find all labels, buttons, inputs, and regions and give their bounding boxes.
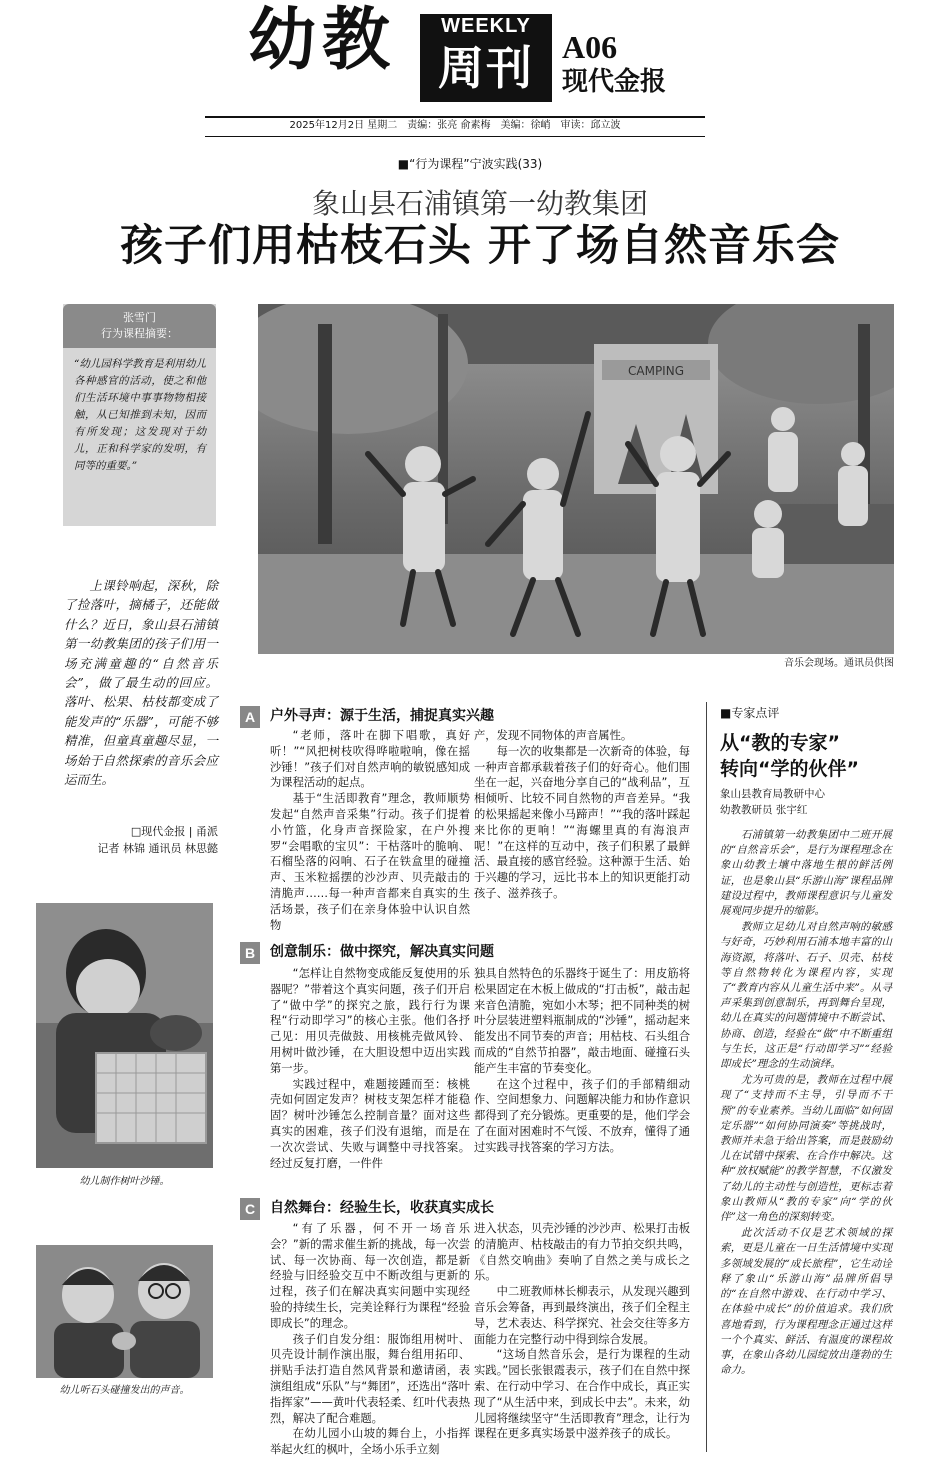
paragraph: “怎样让自然物变成能反复使用的乐器呢？”带着这个真实问题，孩子们开启了“做中学”的探究之旅，践行行为课程“行动即学习”的核心主张。他们各抒己见：用贝壳做鼓、用核桃壳做风铃、用树叶做沙锤，在大胆设想中迈出实践第一步。 [270, 967, 470, 1075]
paragraph: 尤为可贵的是，教师在过程中展现了“支持而不主导，引导而不干预”的专业素养。当幼儿面临“如何固定乐器”“如何协同演奏”等挑战时，教师并未急于给出答案，而是鼓励幼儿在试错中探索、在合作中解决。这种“放权赋能”的教学智慧，不仅激发了幼儿的主动性与创造性，更标志着象山教师从“教的专家”向“学的伙伴”这一角色的深刻转变。 [720, 1074, 892, 1224]
section-a-heading: 户外寻声：源于生活，捕捉真实兴趣 [270, 708, 494, 724]
paragraph: 教师立足幼儿对自然声响的敏感与好奇，巧妙利用石浦本地丰富的山海资源，将落叶、石子、贝壳、枯枝等自然物转化为课程内容，实现了“教育内容从儿童生活中来”。从寻声采集到创意制乐，再到舞台呈现，幼儿在真实的问题情境中不断尝试、协商、创造，经验在“做”中不断重组与生长，这正是“行动即学习”“经验即成长”理念的生动演绎。 [720, 921, 892, 1071]
paragraph: 在这个过程中，孩子们的手部精细动作、空间想象力、问题解决能力和协作意识都得到了充分锻炼。更重要的是，他们学会了在面对困难时不气馁、不放弃，懂得了通过实践寻找答案的学习方法。 [474, 1077, 690, 1154]
section-c-letter: C [240, 1198, 260, 1220]
commentary-author-name: 幼教教研员 张宇红 [720, 804, 808, 816]
paragraph: 独具自然特色的乐器终于诞生了：用皮筋将松果固定在木板上做成的“打击板”，敲击起来音色清脆，宛如小木琴；把不同种类的树叶分层装进塑料瓶制成的“沙锤”，摇动起来能发出不同节奏的声音；用枯枝、石头组合而成的“自然节拍器”，敲击地面、碰撞石头能产生丰富的节奏变化。 [474, 967, 690, 1075]
children-stones-photo [36, 1245, 213, 1378]
section-b-heading: 创意制乐：做中探究，解决真实问题 [270, 944, 494, 960]
commentary-author-org: 象山县教育局教研中心 [720, 788, 825, 800]
concert-photo-illustration [258, 304, 894, 654]
paragraph: “老师，落叶在脚下唱歌，真好听！”“风把树枝吹得哗啦啦响，像在摇沙锤！”孩子们对自然声响的敏锐感知成为课程活动的起点。 [270, 729, 470, 790]
masthead-rule-bottom [205, 136, 705, 137]
masthead-info: 2025年12月2日 星期二 责编：张亮 俞素梅 美编：徐峭 审读：邱立波 [289, 120, 621, 131]
weekly-cn: 周刊 [438, 41, 534, 95]
lead-paragraph [64, 576, 218, 789]
paragraph: “有了乐器，何不开一场音乐会？”新的需求催生新的挑战，每一次尝试、每一次协商、每一次创造，都是新经验与旧经验交互中不断改组与更新的过程，孩子们在解决真实问题中实现经验的持续生长，完美诠释行为课程“经验即成长”的理念。 [270, 1222, 470, 1330]
lead-text: 上课铃响起，深秋，除了捡落叶，摘橘子，还能做什么？近日，象山县石浦镇第一幼教集团的孩子们用一场充满童趣的“自然音乐会”，做了最生动的回应。落叶、松果、枯枝都变成了能发声的“乐器”，可能不够精准，但童真童趣尽显，一场始于自然探索的音乐会应运而生。 [64, 578, 218, 788]
masthead-title: 幼教 [248, 0, 397, 80]
series-tag: ■“行为课程”宁波实践(33) [397, 157, 543, 171]
section-c-heading: 自然舞台：经验生长，收获真实成长 [270, 1200, 494, 1216]
paragraph: 实践过程中，难题接踵而至：核桃壳如何固定发声？树枝支架怎样才能稳固？树叶沙锤怎么控制音量？面对这些真实的困难，孩子们没有退缩，而是在一次次尝试、失败与调整中寻找答案。经过反复打磨，一件件 [270, 1077, 470, 1170]
main-photo [258, 304, 894, 654]
weekly-logo [420, 14, 552, 102]
banner-camping-text: CAMPING [628, 364, 684, 378]
paragraph: “这场自然音乐会，是行为课程的生动实践。”园长张银霞表示，孩子们在自然中探索、在行动中学习、在合作中成长，真正实现了“从生活中来，到成长中去”。未来，幼儿园将继续坚守“生活即教育”理念，让行为课程在更多真实场景中滋养孩子的成长。 [474, 1348, 690, 1441]
abstract-heading-label: 行为课程摘要： [101, 327, 178, 340]
paragraph: 进入状态，贝壳沙锤的沙沙声、松果打击板的清脆声、枯枝敲击的有力节拍交织共鸣，《自然交响曲》奏响了自然之美与成长之乐。 [474, 1222, 690, 1283]
headline: 孩子们用枯枝石头 开了场自然音乐会 [120, 221, 840, 271]
paragraph: 中二班教师林长柳表示，从发现兴趣到音乐会筹备，再到最终演出，孩子们全程主导，艺术表达、科学探究、社会交往等多方面能力在完整行动中得到综合发展。 [474, 1285, 690, 1346]
paragraph: 孩子们自发分组：服饰组用树叶、贝壳设计制作演出服，舞台组用拓印、拼贴手法打造自然风背景和邀请函，表演组组成“乐队”与“舞团”，还选出“落叶指挥家”——黄叶代表轻柔、红叶代表热烈，解决了配合难题。 [270, 1332, 470, 1425]
section-c-col1 [270, 1221, 470, 1458]
lead-credit-source: □现代金报 | 甬派 [130, 825, 218, 838]
commentary-title-line1: 从“教的专家” [720, 732, 840, 754]
lead-credit-reporters: 记者 林锦 通讯员 林思懿 [97, 842, 218, 855]
weekly-word: WEEKLY [441, 15, 531, 37]
paragraph: 产，发现不同物体的声音属性。 [474, 729, 633, 742]
paper-name: 现代金报 [562, 67, 667, 97]
commentary-body [720, 828, 892, 1379]
abstract-heading [63, 304, 216, 348]
paragraph: 在幼儿园小山坡的舞台上，小指挥举起火红的枫叶，全场小乐手立刻 [270, 1427, 470, 1457]
leaf-shaker-illustration [36, 903, 213, 1168]
commentary-title-line2: 转向“学的伙伴” [720, 758, 859, 780]
section-b-col2 [474, 966, 690, 1156]
paragraph: 每一次的收集都是一次新奇的体验，每一种声音都承载着孩子们的好奇心。他们围坐在一起，兴奋地分享自己的“战利品”，互相倾听、比较不同自然物的声音差异。“我的松果摇起来像小马蹄声！”“我的落叶踩起来比你的更响！”“海螺里真的有海浪声呢！”在这样的互动中，孩子们积累了最鲜活、最直接的感官经验。这种源于生活、始于兴趣的学习，远比书本上的知识更能打动孩子、滋养孩子。 [474, 744, 690, 900]
photo2-caption: 幼儿制作树叶沙锤。 [79, 1176, 170, 1187]
section-a-letter: A [240, 706, 260, 728]
paragraph: 基于“生活即教育”理念，教师顺势发起“自然声音采集”行动。孩子们提着小竹篮，化身声音探险家，在户外搜罗“会唱歌的宝贝”：干枯落叶的脆响、石榴坠落的闷响、石子在铁盒里的碰撞声、玉米粒摇摆的沙沙声、贝壳敲击的清脆声……每一种声音都来自真实的生活场景，孩子们在亲身体验中认识自然物 [270, 792, 470, 932]
main-photo-caption: 音乐会现场。通讯员供图 [784, 658, 894, 669]
page-number: A06 [562, 29, 618, 65]
kicker: 象山县石浦镇第一幼教集团 [311, 187, 648, 220]
abstract-text: “幼儿园科学教育是利用幼儿各种感官的活动，使之和他们生活环境中事事物物相接触，从已知推到未知，因而有所发现；这发现对于幼儿，正和科学家的发明，有同等的重要。” [74, 358, 206, 472]
photo3-caption: 幼儿听石头碰撞发出的声音。 [59, 1385, 190, 1396]
section-b-col1 [270, 966, 470, 1171]
paragraph: 石浦镇第一幼教集团中二班开展的“自然音乐会”，是行为课程理念在象山幼教土壤中落地生根的鲜活例证，也是象山县“乐游山海”课程品牌建设过程中，教师课程意识与儿童发展观同步提升的缩影。 [720, 829, 892, 918]
section-a-col2 [474, 728, 690, 902]
child-leaf-shaker-photo [36, 903, 213, 1168]
section-b-letter: B [240, 942, 260, 964]
stones-illustration [36, 1245, 213, 1378]
commentary-tag: ■专家点评 [720, 706, 780, 720]
section-c-col2 [474, 1221, 690, 1442]
section-a-col1 [270, 728, 470, 933]
abstract-heading-author: 张雪门 [123, 311, 156, 324]
paragraph: 此次活动不仅是艺术领域的探索，更是儿童在一日生活情境中实现多领域发展的“成长旅程”，它生动诠释了象山“乐游山海”品牌所倡导的“在自然中游戏、在行动中学习、在体验中成长”的价值追求。我们欣喜地看到，行为课程理念正通过这样一个个真实、鲜活、有温度的课程故事，在象山各幼儿园绽放出蓬勃的生命力。 [720, 1227, 892, 1377]
commentary-divider [706, 702, 707, 1452]
